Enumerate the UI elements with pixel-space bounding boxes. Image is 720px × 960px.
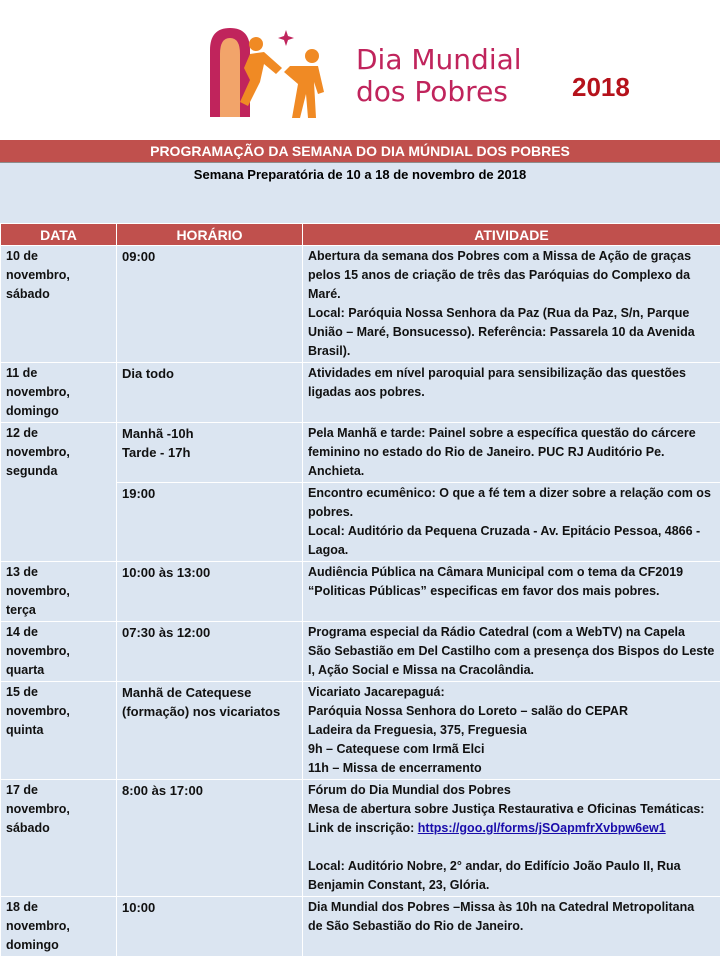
time-cell <box>117 780 303 897</box>
date-cell <box>1 423 117 562</box>
date-cell <box>1 622 117 682</box>
activity-cell <box>303 682 720 780</box>
text-line: terça <box>6 603 36 617</box>
text-line: Anchieta. <box>308 464 365 478</box>
text-line: novembro, <box>6 268 70 282</box>
date-cell <box>1 562 117 622</box>
text-line: pobres. <box>308 505 354 519</box>
text-line: quinta <box>6 723 44 737</box>
activity-cell <box>303 363 720 423</box>
text-line: 12 de <box>6 426 38 440</box>
brand-title <box>356 44 522 108</box>
time-cell <box>117 897 303 957</box>
registration-link[interactable]: https://goo.gl/forms/jSOapmfrXvbpw6ew1 <box>417 821 666 835</box>
page-title: PROGRAMAÇÃO DA SEMANA DO DIA MÚNDIAL DOS POBRES <box>0 140 720 163</box>
activity-cell <box>303 246 720 363</box>
text-line: 11h – Missa de encerramento <box>308 761 482 775</box>
time-cell <box>117 423 303 483</box>
header <box>0 0 720 130</box>
text-line: Local: Paróquia Nossa Senhora da Paz (Rua da Paz, S/n, Parque <box>308 306 690 320</box>
text-line: Tarde - 17h <box>122 445 191 460</box>
text-line: domingo <box>6 404 59 418</box>
text-line: Manhã de Catequese <box>122 685 252 700</box>
text-line: 09:00 <box>122 249 156 264</box>
spacer-row <box>0 186 720 223</box>
table-row <box>1 682 720 780</box>
text-line: Paróquia Nossa Senhora do Loreto – salão do CEPAR <box>308 704 628 718</box>
text-line: Brasil). <box>308 344 351 358</box>
text-line: 18 de <box>6 900 38 914</box>
column-header-date: DATA <box>1 224 117 246</box>
text-line: 13 de <box>6 565 38 579</box>
text-line: Ladeira da Freguesia, 375, Freguesia <box>308 723 527 737</box>
text-line: novembro, <box>6 919 70 933</box>
text-line: novembro, <box>6 385 70 399</box>
table-row <box>1 622 720 682</box>
table-row <box>1 363 720 423</box>
text-line: novembro, <box>6 445 70 459</box>
schedule-sheet <box>0 140 720 957</box>
text-line: Programa especial da Rádio Catedral (com a WebTV) na Capela <box>308 625 685 639</box>
text-line: 9h – Catequese com Irmã Elci <box>308 742 485 756</box>
text-line: Atividades em nível paroquial para sensibilização das questões <box>308 366 686 380</box>
text-line: 14 de <box>6 625 38 639</box>
text-line: 07:30 às 12:00 <box>122 625 211 640</box>
text-line: Encontro ecumênico: O que a fé tem a dizer sobre a relação com os <box>308 486 711 500</box>
date-cell <box>1 682 117 780</box>
date-cell <box>1 246 117 363</box>
text-line: 10 de <box>6 249 38 263</box>
text-line: ligadas aos pobres. <box>308 385 425 399</box>
text-line <box>308 838 715 857</box>
text-line: Vicariato Jacarepaguá: <box>308 685 445 699</box>
link-line <box>308 819 715 838</box>
activity-cell <box>303 562 720 622</box>
text-line: quarta <box>6 663 45 677</box>
text-line: Local: Auditório Nobre, 2° andar, do Edifício João Paulo II, Rua <box>308 859 681 873</box>
text-line: sábado <box>6 821 50 835</box>
brand-line-1: Dia Mundial <box>356 43 522 76</box>
text-line: 10:00 <box>122 900 156 915</box>
time-cell <box>117 622 303 682</box>
page-subtitle: Semana Preparatória de 10 a 18 de novembro de 2018 <box>0 163 720 186</box>
text-line: 19:00 <box>122 486 156 501</box>
text-line: Audiência Pública na Câmara Municipal com o tema da CF2019 <box>308 565 684 579</box>
text-line: 15 de <box>6 685 38 699</box>
text-line: 8:00 às 17:00 <box>122 783 203 798</box>
column-header-activity: ATIVIDADE <box>303 224 720 246</box>
table-row <box>1 246 720 363</box>
text-line: novembro, <box>6 644 70 658</box>
text-line: segunda <box>6 464 58 478</box>
link-label: Link de inscrição: <box>308 821 418 835</box>
text-line: I, Ação Social e Missa na Cracolândia. <box>308 663 535 677</box>
text-line: União – Maré, Bonsucesso). Referência: Passarela 10 da Avenida <box>308 325 695 339</box>
table-header-row <box>1 224 720 246</box>
text-line: de São Sebastião do Rio de Janeiro. <box>308 919 524 933</box>
schedule-table <box>0 223 720 957</box>
text-line: novembro, <box>6 802 70 816</box>
table-row <box>1 780 720 897</box>
date-cell <box>1 897 117 957</box>
text-line: São Sebastião em Del Castilho com a presença dos Bispos do Leste <box>308 644 715 658</box>
text-line: feminino no estado do Rio de Janeiro. PUC RJ Auditório Pe. <box>308 445 665 459</box>
text-line: Local: Auditório da Pequena Cruzada - Av. Epitácio Pessoa, 4866 - <box>308 524 701 538</box>
table-row <box>1 423 720 483</box>
activity-cell <box>303 897 720 957</box>
text-line: Fórum do Dia Mundial dos Pobres <box>308 783 511 797</box>
time-cell <box>117 246 303 363</box>
text-line: 11 de <box>6 366 38 380</box>
text-line: Abertura da semana dos Pobres com a Missa de Ação de graças <box>308 249 692 263</box>
text-line: Mesa de abertura sobre Justiça Restaurativa e Oficinas Temáticas: <box>308 802 705 816</box>
activity-cell <box>303 780 720 897</box>
text-line: Manhã -10h <box>122 426 194 441</box>
text-line: 10:00 às 13:00 <box>122 565 211 580</box>
time-cell <box>117 682 303 780</box>
text-line: 17 de <box>6 783 38 797</box>
time-cell <box>117 363 303 423</box>
text-line: Dia Mundial dos Pobres –Missa às 10h na Catedral Metropolitana <box>308 900 695 914</box>
brand-line-2: dos Pobres <box>356 75 508 108</box>
text-line: novembro, <box>6 704 70 718</box>
text-line: novembro, <box>6 584 70 598</box>
text-line: domingo <box>6 938 59 952</box>
activity-cell <box>303 483 720 562</box>
logo-icon <box>200 22 330 122</box>
text-line: Maré. <box>308 287 341 301</box>
text-line: “Politicas Públicas” especificas em favor dos mais pobres. <box>308 584 660 598</box>
time-cell <box>117 483 303 562</box>
table-row <box>1 897 720 957</box>
text-line: Pela Manhã e tarde: Painel sobre a específica questão do cárcere <box>308 426 696 440</box>
date-cell <box>1 780 117 897</box>
activity-cell <box>303 622 720 682</box>
time-cell <box>117 562 303 622</box>
text-line: sábado <box>6 287 50 301</box>
text-line: Dia todo <box>122 366 174 381</box>
year-label: 2018 <box>572 72 630 102</box>
activity-cell <box>303 423 720 483</box>
column-header-time: HORÁRIO <box>117 224 303 246</box>
text-line: Lagoa. <box>308 543 349 557</box>
text-line: pelos 15 anos de criação de três das Paróquias do Complexo da <box>308 268 691 282</box>
table-body <box>1 246 720 957</box>
text-line: (formação) nos vicariatos <box>122 704 281 719</box>
table-row <box>1 562 720 622</box>
date-cell <box>1 363 117 423</box>
text-line: Benjamin Constant, 23, Glória. <box>308 878 490 892</box>
